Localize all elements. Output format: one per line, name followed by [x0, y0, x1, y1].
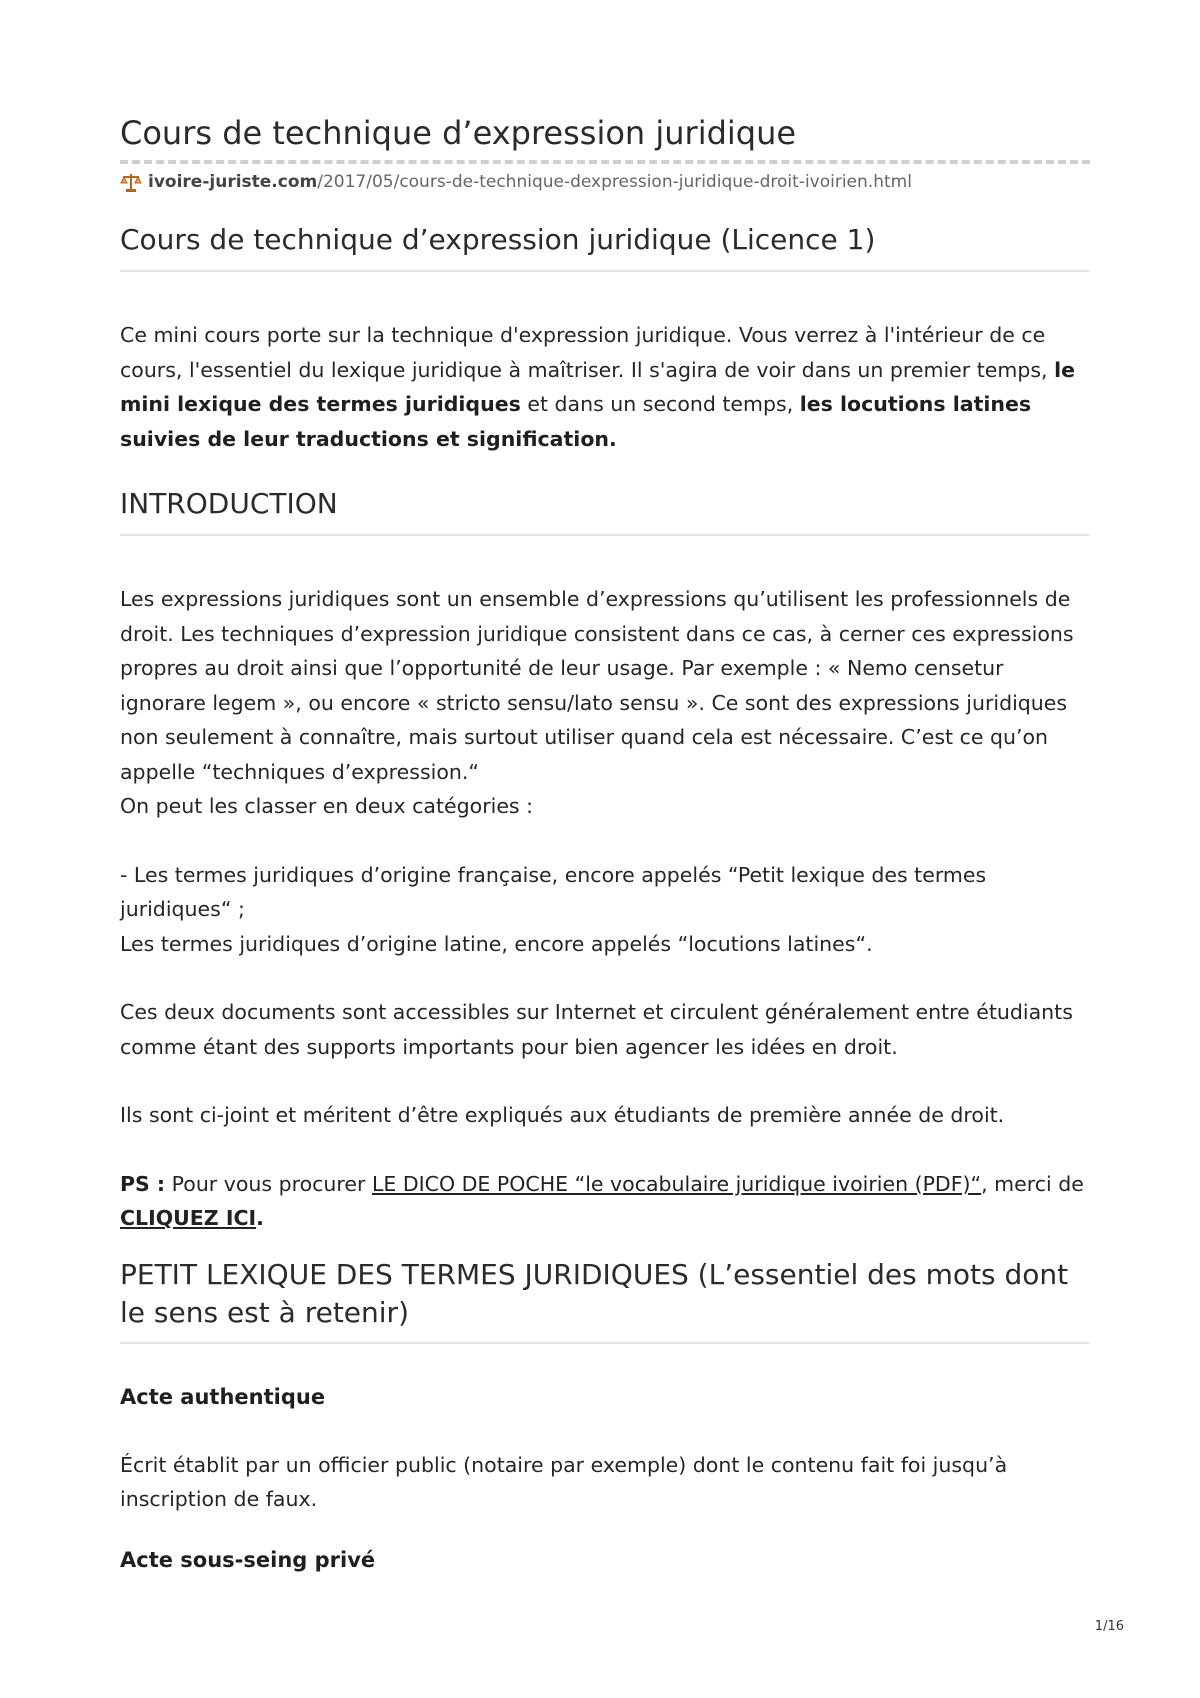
category-french: - Les termes juridiques d’origine française, encore appelés “Petit lexique des termes juridiques“ ; — [120, 862, 987, 921]
lexique-heading: PETIT LEXIQUE DES TERMES JURIDIQUES (L’essentiel des mots dont le sens est à retenir) — [120, 1256, 1090, 1344]
categories-list — [120, 858, 1090, 962]
term-acte-sous-seing-prive: Acte sous-seing privé — [120, 1547, 376, 1572]
intro-bold-1: le mini lexique des termes juridiques — [120, 357, 1076, 416]
intro-text-2: et dans un second temps, — [520, 392, 800, 416]
category-latin: Les termes juridiques d’origine latine, encore appelés “locutions latines“. — [120, 931, 873, 956]
term-acte-authentique: Acte authentique — [120, 1384, 326, 1409]
source-url[interactable] — [120, 170, 1090, 194]
page-number: 1/16 — [1094, 1619, 1124, 1634]
dico-link[interactable]: LE DICO DE POCHE “le vocabulaire juridique ivoirien (PDF)“ — [371, 1171, 982, 1196]
intro-bold-2: les locutions latines suivies de leur traductions et signification. — [120, 392, 1032, 451]
scales-icon — [120, 171, 142, 193]
source-domain[interactable]: ivoire-juriste.com — [148, 172, 318, 192]
introduction-paragraph — [120, 582, 1090, 824]
ps-text-1: Pour vous procurer — [165, 1171, 372, 1196]
document-page — [120, 110, 1090, 1577]
ps-label: PS : — [120, 1171, 166, 1196]
article-heading: Cours de technique d’expression juridique (Licence 1) — [120, 220, 1090, 272]
ps-text-2: , merci de — [981, 1171, 1084, 1196]
ps-paragraph — [120, 1167, 1090, 1236]
introduction-categories-lead: On peut les classer en deux catégories : — [120, 794, 534, 818]
introduction-text: Les expressions juridiques sont un ensemble d’expressions qu’utilisent les professionnels de droit. Les techniques d’expression juridique consistent dans ce cas, à cerner ces expressions propres au droit ainsi que l’opportunité de leur usage. Par exemple : « Nemo censetur ignorare legem », ou encore « stricto sensu/lato sensu ». Ce sont des expressions juridiques non seulement à connaître, mais surtout utiliser quand cela est nécessaire. C’est ce qu’on appelle “techniques d’expression.“ — [120, 587, 1074, 784]
page-title: Cours de technique d’expression juridique — [120, 114, 797, 152]
cliquez-ici-link[interactable]: CLIQUEZ ICI — [120, 1206, 257, 1230]
introduction-heading: INTRODUCTION — [120, 484, 1090, 536]
intro-paragraph — [120, 318, 1090, 456]
ps-end: . — [256, 1206, 264, 1230]
attached-paragraph: Ils sont ci-joint et méritent d’être expliqués aux étudiants de première année de droit. — [120, 1103, 1005, 1127]
documents-paragraph: Ces deux documents sont accessibles sur Internet et circulent généralement entre étudiants comme étant des supports importants pour bien agencer les idées en droit. — [120, 1000, 1073, 1059]
intro-text-1: Ce mini cours porte sur la technique d'expression juridique. Vous verrez à l'intérieur de ce cours, l'essentiel du lexique juridique à maîtriser. Il s'agira de voir dans un premier temps, — [120, 323, 1055, 382]
source-path[interactable]: /2017/05/cours-de-technique-dexpression-juridique-droit-ivoirien.html — [317, 172, 912, 192]
definition-acte-authentique: Écrit établit par un officier public (notaire par exemple) dont le contenu fait foi jusqu’à inscription de faux. — [120, 1452, 1008, 1511]
title-divider — [120, 160, 1090, 164]
